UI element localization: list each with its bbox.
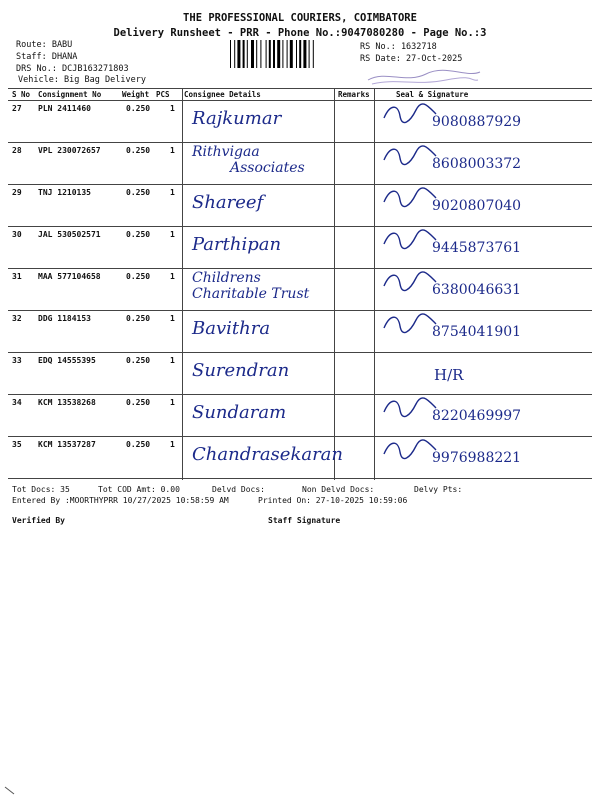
faint-stamp-mark (366, 66, 482, 88)
total-docs: Tot Docs: 35 (12, 485, 70, 494)
row-signature-scribble (380, 144, 440, 166)
row-signature-phone: 9080887929 (432, 114, 522, 130)
row-signature-scribble (380, 312, 440, 334)
row-consignee-name: Parthipan (192, 234, 282, 255)
row-signature-phone: 9020807040 (432, 198, 522, 214)
row-pcs: 1 (170, 272, 175, 281)
document-title: THE PROFESSIONAL COURIERS, COIMBATORE (183, 12, 417, 24)
row-consignment-no: EDQ 14555395 (38, 356, 96, 365)
row-consignment-no: MAA 577104658 (38, 272, 101, 281)
row-weight: 0.250 (126, 314, 151, 323)
row-consignee-name: Rithvigaa (192, 144, 260, 160)
row-consignment-no: PLN 2411460 (38, 104, 91, 113)
row-signature-phone: 8754041901 (432, 324, 522, 340)
drs-number: DRS No.: DCJB163271803 (16, 64, 129, 74)
total-cod-amount: Tot COD Amt: 0.00 (98, 485, 180, 494)
row-weight: 0.250 (126, 104, 151, 113)
row-sno: 27 (12, 104, 22, 113)
row-pcs: 1 (170, 188, 175, 197)
row-pcs: 1 (170, 146, 175, 155)
header-consignment-no: Consignment No (38, 90, 102, 99)
row-signature-phone: H/R (434, 366, 464, 384)
row-sno: 28 (12, 146, 22, 155)
row-consignment-no: KCM 13538268 (38, 398, 96, 407)
row-consignee-name: Shareef (192, 192, 264, 213)
staff-signature-label: Staff Signature (268, 516, 341, 525)
row-signature-scribble (380, 396, 440, 418)
header-pcs: PCS (156, 90, 170, 99)
row-signature-scribble (380, 438, 440, 460)
row-sno: 35 (12, 440, 22, 449)
row-signature-phone: 8608003372 (432, 156, 522, 172)
entered-by: Entered By :MOORTHYPRR 10/27/2025 10:58:59 AM (12, 496, 229, 505)
row-signature-phone: 9976988221 (432, 450, 522, 466)
row-signature-scribble (380, 228, 440, 250)
row-weight: 0.250 (126, 440, 151, 449)
row-signature-scribble (380, 270, 440, 292)
row-pcs: 1 (170, 398, 175, 407)
row-consignment-no: DDG 1184153 (38, 314, 91, 323)
header-consignee-details: Consignee Details (184, 90, 261, 99)
row-consignment-no: TNJ 1210135 (38, 188, 91, 197)
row-weight: 0.250 (126, 398, 151, 407)
row-consignment-no: VPL 230072657 (38, 146, 101, 155)
row-consignee-name: Rajkumar (192, 108, 282, 129)
row-pcs: 1 (170, 230, 175, 239)
rs-number: RS No.: 1632718 (360, 42, 437, 52)
header-weight: Weight (122, 90, 150, 99)
header-remarks: Remarks (338, 90, 370, 99)
row-sno: 29 (12, 188, 22, 197)
corner-mark (4, 786, 16, 796)
row-consignee-name: Chandrasekaran (192, 444, 344, 465)
row-signature-phone: 8220469997 (432, 408, 522, 424)
row-signature-scribble (380, 186, 440, 208)
row-signature-phone: 9445873761 (432, 240, 522, 256)
rs-date: RS Date: 27-Oct-2025 (360, 54, 463, 64)
row-consignee-name-line2: Associates (230, 160, 305, 176)
row-consignment-no: KCM 13537287 (38, 440, 96, 449)
vehicle-label: Vehicle: Big Bag Delivery (18, 75, 146, 85)
row-pcs: 1 (170, 440, 175, 449)
runsheet-subtitle: Delivery Runsheet - PRR - Phone No.:9047080280 - Page No.:3 (113, 27, 487, 39)
row-signature-scribble (380, 102, 440, 124)
verified-by-label: Verified By (12, 516, 65, 525)
row-weight: 0.250 (126, 272, 151, 281)
row-consignee-name: Bavithra (192, 318, 271, 339)
row-sno: 30 (12, 230, 22, 239)
row-consignee-name: Childrens (192, 270, 261, 286)
row-sno: 33 (12, 356, 22, 365)
row-sno: 34 (12, 398, 22, 407)
printed-on: Printed On: 27-10-2025 10:59:06 (258, 496, 408, 505)
route-label: Route: BABU (16, 40, 73, 50)
row-consignee-name: Sundaram (192, 402, 287, 423)
non-delivered-docs: Non Delvd Docs: (302, 485, 375, 494)
row-sno: 31 (12, 272, 22, 281)
row-consignment-no: JAL 530502571 (38, 230, 101, 239)
row-pcs: 1 (170, 356, 175, 365)
header-seal-signature: Seal & Signature (396, 90, 469, 99)
delivery-points: Delvy Pts: (414, 485, 463, 494)
staff-label: Staff: DHANA (16, 52, 78, 62)
row-consignee-name-line2: Charitable Trust (192, 286, 310, 302)
row-sno: 32 (12, 314, 22, 323)
row-consignee-name: Surendran (192, 360, 290, 381)
header-sno: S No (12, 90, 31, 99)
row-signature-phone: 6380046631 (432, 282, 522, 298)
delivered-docs: Delvd Docs: (212, 485, 265, 494)
consignment-table (8, 88, 592, 480)
row-weight: 0.250 (126, 230, 151, 239)
row-weight: 0.250 (126, 356, 151, 365)
row-pcs: 1 (170, 104, 175, 113)
row-weight: 0.250 (126, 188, 151, 197)
row-weight: 0.250 (126, 146, 151, 155)
barcode-image (230, 40, 356, 68)
row-pcs: 1 (170, 314, 175, 323)
